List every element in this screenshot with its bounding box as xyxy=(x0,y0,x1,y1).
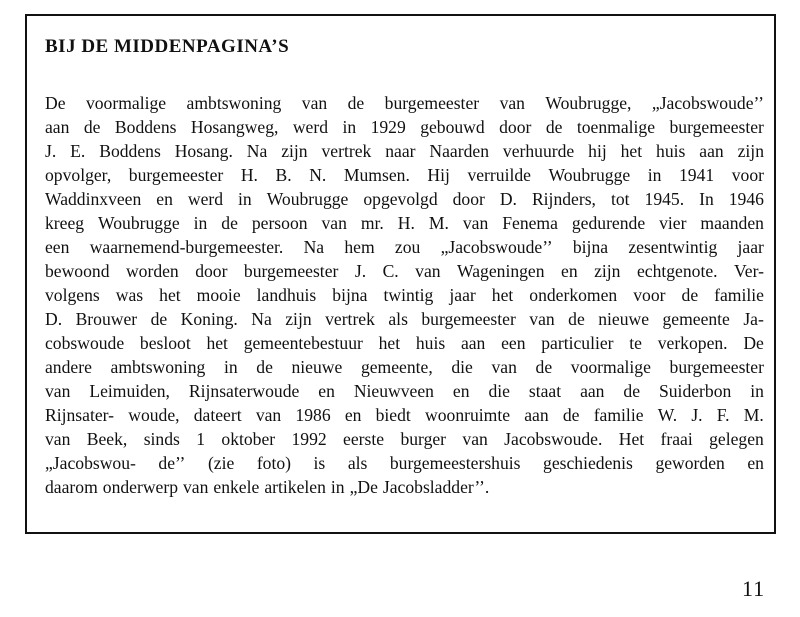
text-line: „Jacobswou- de’’ (zie foto) is als burgemeestershuis geschiedenis geworden en xyxy=(45,453,764,473)
text-line: cobswoude besloot het gemeentebestuur het huis aan een particulier te verkopen. De xyxy=(45,333,764,353)
text-line: bewoond worden door burgemeester J. C. van Wageningen en zijn echtgenote. Ver- xyxy=(45,261,764,281)
text-line: een waarnemend-burgemeester. Na hem zou „Jacobswoude’’ bijna zesentwintig jaar xyxy=(45,237,764,257)
text-line: volgens was het mooie landhuis bijna twintig jaar het onderkomen voor de familie xyxy=(45,285,764,305)
article-heading: BIJ DE MIDDENPAGINA’S xyxy=(45,36,290,57)
text-line: J. E. Boddens Hosang. Na zijn vertrek naar Naarden verhuurde hij het huis aan zijn xyxy=(45,141,764,161)
article-body xyxy=(45,91,764,499)
text-line: andere ambtswoning in de nieuwe gemeente, die van de voormalige burgemeester xyxy=(45,357,764,377)
text-line: daarom onderwerp van enkele artikelen in „De Jacobsladder’’. xyxy=(45,477,490,497)
text-line: van Leimuiden, Rijnsaterwoude en Nieuwveen en die staat aan de Suiderbon in xyxy=(45,381,764,401)
text-line: De voormalige ambtswoning van de burgemeester van Woubrugge, „Jacobswoude’’ xyxy=(45,93,764,113)
article-box xyxy=(25,14,776,534)
text-line: opvolger, burgemeester H. B. N. Mumsen. Hij verruilde Woubrugge in 1941 voor xyxy=(45,165,764,185)
text-line: kreeg Woubrugge in de persoon van mr. H. M. van Fenema gedurende vier maanden xyxy=(45,213,764,233)
text-line: aan de Boddens Hosangweg, werd in 1929 gebouwd door de toenmalige burgemeester xyxy=(45,117,764,137)
text-line: D. Brouwer de Koning. Na zijn vertrek als burgemeester van de nieuwe gemeente Ja- xyxy=(45,309,764,329)
page-number: 11 xyxy=(742,576,766,601)
text-line: Rijnsater- woude, dateert van 1986 en biedt woonruimte aan de familie W. J. F. M. xyxy=(45,405,764,425)
text-line: van Beek, sinds 1 oktober 1992 eerste burger van Jacobswoude. Het fraai gelegen xyxy=(45,429,764,449)
text-line: Waddinxveen en werd in Woubrugge opgevolgd door D. Rijnders, tot 1945. In 1946 xyxy=(45,189,764,209)
